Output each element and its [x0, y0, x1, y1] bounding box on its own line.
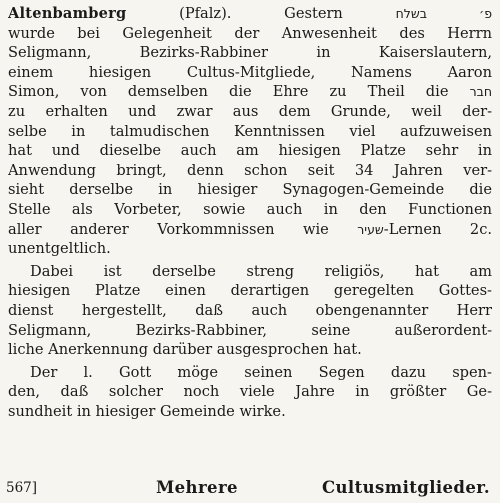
hebrew-text: פ׳ בשלח: [395, 6, 492, 21]
hebrew-text: שעיר: [357, 221, 384, 237]
article-text: Gestern: [284, 5, 343, 22]
clipping-number: 567]: [6, 480, 38, 496]
article-line: [8, 82, 492, 102]
article-line: dienst hergestellt, daß auch obengenannter Herr: [8, 301, 492, 319]
article-line: hiesigen Platze einen derartigen geregelten Gottes-: [8, 282, 492, 300]
article-line: Anwendung bringt, denn schon seit 34 Jahren ver-: [8, 161, 492, 179]
article-line: Der l. Gott möge seinen Segen dazu spen-: [30, 363, 492, 381]
article-line: [8, 220, 492, 240]
article-text: Simon, von demselben die Ehre zu Theil die: [8, 83, 449, 101]
dateline-place: Altenbamberg: [8, 5, 127, 22]
article-text: aller anderer Vorkommnissen wie: [8, 220, 329, 238]
article-body: [8, 4, 492, 421]
article-line: Seligmann, Bezirks-Rabbiner, seine außerordent-: [8, 321, 492, 339]
dateline-region: (Pfalz).: [179, 5, 232, 22]
article-line: liche Anerkennung darüber ausgesprochen hat.: [8, 341, 362, 359]
article-line: Seligmann, Bezirks-Rabbiner in Kaiserslautern,: [8, 44, 492, 62]
article-line: den, daß solcher noch viele Jahre in größter Ge-: [8, 383, 492, 401]
article-line: selbe in talmudischen Kenntnissen viel aufzuweisen: [8, 122, 492, 140]
article-line: zu erhalten und zwar aus dem Grunde, weil der-: [8, 102, 492, 120]
article-line: sundheit in hiesiger Gemeinde wirke.: [8, 402, 286, 420]
article-line: hat und dieselbe auch am hiesigen Platze sehr in: [8, 142, 492, 160]
article-footer: [6, 477, 490, 499]
article-line: Stelle als Vorbeter, sowie auch in den Functionen: [8, 200, 492, 218]
article-line: Dabei ist derselbe streng religiös, hat am: [30, 262, 492, 280]
article-text: -Lernen 2c.: [383, 220, 492, 238]
hebrew-text: חבר: [469, 84, 492, 100]
article-line: unentgeltlich.: [8, 240, 111, 258]
article-line: wurde bei Gelegenheit der Anwesenheit des Herrn: [8, 24, 492, 42]
signature: Mehrere Cultusmitglieder.: [156, 478, 490, 497]
article-line: einem hiesigen Cultus-Mitgliede, Namens Aaron: [8, 63, 492, 81]
article-line: sieht derselbe in hiesiger Synagogen-Gemeinde die: [8, 181, 492, 199]
article-line: [8, 4, 492, 24]
